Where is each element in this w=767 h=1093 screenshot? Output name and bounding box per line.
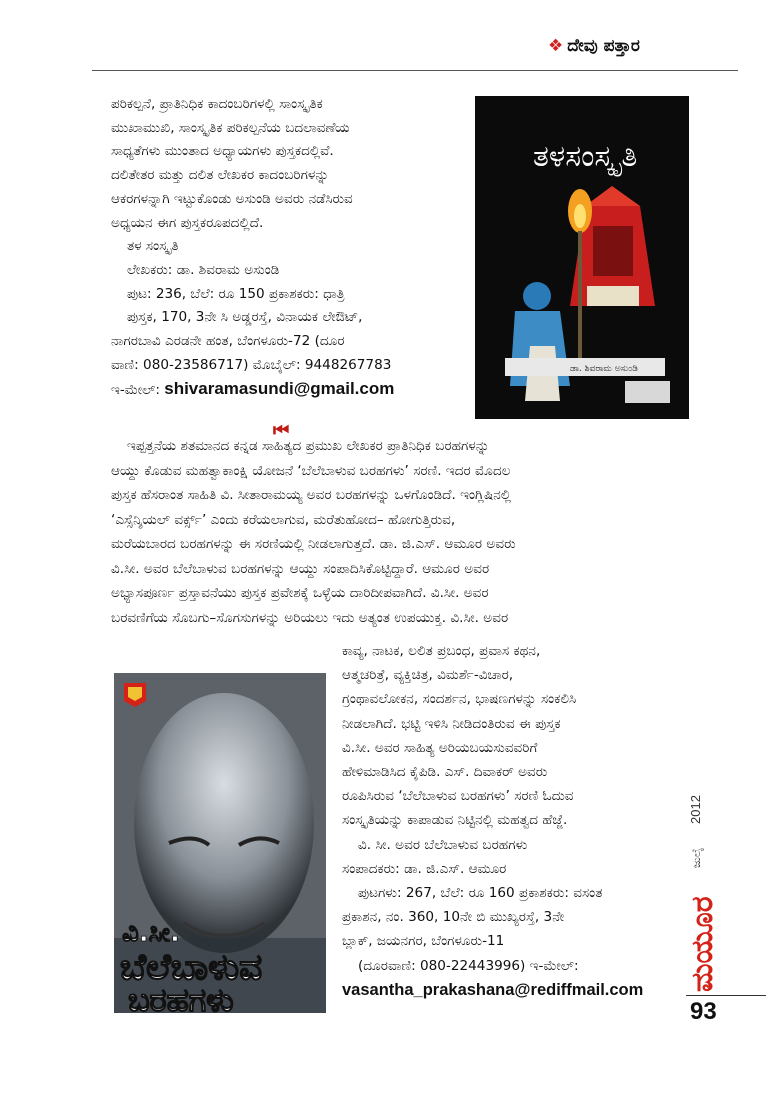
book2-title: ವಿ. ಸೀ. ಅವರ ಬೆಲೆಬಾಳುವ ಬರಹಗಳು [358, 836, 528, 853]
diamond-icon: ❖ [548, 36, 564, 56]
book2-review-column [342, 639, 643, 1002]
cover-title-text: ತಳಸಂಸ್ಕೃತಿ [533, 139, 638, 174]
book1-intro-line: ಆಕರಗಳನ್ನಾಗಿ ಇಟ್ಟುಕೊಂಡು ಅಸುಂಡಿ ಅವರು ನಡೆಸಿರುವ [111, 190, 353, 207]
book2-narrow-line: ಗ್ರಂಥಾವಲೋಕನ, ಸಂದರ್ಶನ, ಭಾಷಣಗಳನ್ನು ಸಂಕಲಿಸಿ [342, 691, 577, 708]
book1-details-line: ಪುಟ: 236, ಬೆಲೆ: ರೂ 150 ಪ್ರಕಾಶಕರು: ಧಾತ್ರಿ [127, 285, 345, 302]
issue-month: ಜುಲೈ [690, 847, 703, 868]
cover-name-text: ವಿ.ಸೀ. [122, 918, 180, 948]
magazine-sidebar [686, 780, 722, 995]
cover-title-line2: ಬರಹಗಳು [128, 981, 234, 1013]
book1-details-line: ವಾಣಿ: 080-23586717) ಮೊಬೈಲ್: 9448267783 [111, 356, 392, 373]
book2-narrow-line: ವಿ.ಸೀ. ಅವರ ಸಾಹಿತ್ಯ ಅರಿಯಬಯಸುವವರಿಗೆ [342, 739, 538, 756]
book2-body-line: ಇಪ್ಪತ್ತನೆಯ ಶತಮಾನದ ಕನ್ನಡ ಸಾಹಿತ್ಯದ ಪ್ರಮುಖ ಲೇಖಕರ ಪ್ರಾತಿನಿಧಿಕ ಬರಹಗಳನ್ನು [127, 438, 490, 454]
book2-narrow-line: ಹೇಳಿಮಾಡಿಸಿದ ಕೈಪಿಡಿ. ಎಸ್. ದಿವಾಕರ್ ಅವರು [342, 764, 548, 781]
book1-details-line: ಪುಸ್ತಕ, 170, 3ನೇ ಸಿ ಅಡ್ಡರಸ್ತೆ, ವಿನಾಯಕ ಲೇಔಟ್, [127, 309, 363, 326]
book2-narrow-line: ಸಂಸ್ಕೃತಿಯನ್ನು ಕಾಪಾಡುವ ನಿಟ್ಟಿನಲ್ಲಿ ಮಹತ್ವದ ಹೆಜ್ಜೆ. [342, 812, 568, 829]
page-number-rule [686, 995, 766, 996]
book2-cover-art [114, 673, 326, 1013]
book1-details-line: ನಾಗರಬಾವಿ ಎರಡನೇ ಹಂತ, ಬೆಂಗಳೂರು-72 (ದೂರ [111, 333, 345, 350]
page-header-author [548, 36, 640, 56]
book2-body-line: ಅಭ್ಯಾಸಪೂರ್ಣ ಪ್ರಸ್ತಾವನೆಯು ಪುಸ್ತಕ ಪ್ರವೇಶಕ್ಕೆ ಒಳ್ಳೆಯ ದಾರಿದೀಪವಾಗಿದೆ. ವಿ.ಸೀ. ಅವರ [111, 585, 489, 601]
book1-email[interactable]: shivaramasundi@gmail.com [164, 379, 395, 399]
book1-author: ಲೇಖಕರು: ಡಾ. ಶಿವರಾಮ ಅಸುಂಡಿ [127, 261, 280, 278]
book2-details-line: ಬ್ಲಾಕ್, ಜಯನಗರ, ಬೆಂಗಳೂರು-11 [342, 933, 505, 950]
book1-email-line [111, 377, 394, 403]
section-divider-icon: ⏮ [273, 420, 290, 441]
book2-review-intro [111, 434, 516, 630]
book2-body-line: ವಿ.ಸೀ. ಅವರ ಬೆಲೆಬಾಳುವ ಬರಹಗಳನ್ನು ಆಯ್ದು ಸಂಪಾದಿಸಿಕೊಟ್ಟಿದ್ದಾರೆ. ಆಮೂರ ಅವರ [111, 560, 490, 577]
book1-intro-line: ಮುಖಾಮುಖಿ, ಸಾಂಸ್ಕೃತಿಕ ಪರಿಕಲ್ಪನೆಯ ಬದಲಾವಣೆಯ [111, 119, 350, 136]
book2-narrow-line: ರೂಪಿಸಿರುವ ‘ಬೆಲೆಬಾಳುವ ಬರಹಗಳು’ ಸರಣಿ ಓದುವ [342, 788, 574, 805]
page-number: 93 [690, 998, 717, 1025]
book2-body-line: ಆಯ್ದು ಕೊಡುವ ಮಹತ್ವಾಕಾಂಕ್ಷಿ ಯೋಜನೆ ‘ಬೆಲೆಬಾಳುವ ಬರಹಗಳು’ ಸರಣಿ. ಇದರ ಮೊದಲ [111, 462, 511, 479]
book1-cover-image [475, 96, 689, 419]
book2-body-line: ಮರೆಯಬಾರದ ಬರಹಗಳನ್ನು ಈ ಸರಣಿಯಲ್ಲಿ ನೀಡಲಾಗುತ್ತದೆ. ಡಾ. ಜಿ.ಎಸ್. ಆಮೂರ ಅವರು [111, 536, 516, 552]
book2-narrow-line: ಕಾವ್ಯ, ನಾಟಕ, ಲಲಿತ ಪ್ರಬಂಧ, ಪ್ರವಾಸ ಕಥನ, [342, 643, 541, 659]
email-label: ಇ-ಮೇಲ್: [111, 382, 165, 399]
book1-intro-line: ಸಾಧ್ಯತೆಗಳು ಮುಂತಾದ ಅಧ್ಯಾಯಗಳು ಪುಸ್ತಕದಲ್ಲಿವೆ. [111, 143, 334, 160]
book2-body-line: ಬರವಣಿಗೆಯ ಸೊಬಗು–ಸೊಗಸುಗಳನ್ನು ಅರಿಯಲು ಇದು ಅತ್ಯಂತ ಉಪಯುಕ್ತ. ವಿ.ಸೀ. ಅವರ [111, 609, 509, 626]
book1-review [111, 93, 394, 403]
issue-year: 2012 [688, 795, 703, 824]
book2-narrow-line: ನೀಡಲಾಗಿದೆ. ಭಟ್ಟಿ ಇಳಿಸಿ ನೀಡಿದಂತಿರುವ ಈ ಪುಸ್ತಕ [342, 715, 561, 732]
book2-body-line: ‘ಎಸ್ಸೆನ್ಶಿಯಲ್ ವರ್ಕ್ಸ್’ ಎಂದು ಕರೆಯಲಾಗುವ, ಮರೆತುಹೋದ– ಹೋಗುತ್ತಿರುವ, [111, 511, 456, 528]
book1-intro-line: ಅಧ್ಯಯನ ಈಗ ಪುಸ್ತಕರೂಪದಲ್ಲಿದೆ. [111, 214, 264, 231]
cover-author-text: ಡಾ. ಶಿವರಾಮ ಅಸುಂಡಿ [570, 364, 638, 374]
magazine-name: ಮಯೂರ [686, 896, 720, 992]
cover-title-line1: ಬೆಲೆಬಾಳುವ [120, 947, 263, 988]
book1-cover-art [475, 96, 689, 419]
book2-email[interactable]: vasantha_prakashana@rediffmail.com [342, 980, 644, 999]
book2-details-line: ಪುಟಗಳು: 267, ಬೆಲೆ: ರೂ 160 ಪ್ರಕಾಶಕರು: ವಸಂತ [358, 885, 603, 902]
book2-details-line: (ದೂರವಾಣಿ: 080-22443996) ಇ-ಮೇಲ್: [358, 957, 579, 974]
author-name: ದೇವು ಪತ್ತಾರ [567, 36, 640, 56]
book2-cover-image [114, 673, 326, 1013]
book2-body-line: ಪುಸ್ತಕ ಹೆಸರಾಂತ ಸಾಹಿತಿ ವಿ. ಸೀತಾರಾಮಯ್ಯ ಅವರ ಬರಹಗಳನ್ನು ಒಳಗೊಂಡಿದೆ. ಇಂಗ್ಲಿಷಿನಲ್ಲಿ [111, 487, 512, 503]
book2-editor: ಸಂಪಾದಕರು: ಡಾ. ಜಿ.ಎಸ್. ಆಮೂರ [342, 860, 507, 877]
header-rule [92, 70, 738, 71]
book1-title: ತಳ ಸಂಸ್ಕೃತಿ [127, 238, 179, 255]
book2-narrow-line: ಆತ್ಮಚರಿತ್ರೆ, ವ್ಯಕ್ತಿಚಿತ್ರ, ವಿಮರ್ಶೆ-ವಿಚಾರ, [342, 667, 514, 684]
book2-details-line: ಪ್ರಕಾಶನ, ನಂ. 360, 10ನೇ ಬಿ ಮುಖ್ಯರಸ್ತೆ, 3ನೇ [342, 909, 565, 926]
magazine-masthead [686, 780, 722, 995]
book1-intro-line: ಪರಿಕಲ್ಪನೆ, ಪ್ರಾತಿನಿಧಿಕ ಕಾದಂಬರಿಗಳಲ್ಲಿ ಸಾಂಸ್ಕೃತಿಕ [111, 96, 323, 112]
book1-intro-line: ದಲಿತೇತರ ಮತ್ತು ದಲಿತ ಲೇಖಕರ ಕಾದಂಬರಿಗಳನ್ನು [111, 167, 330, 184]
